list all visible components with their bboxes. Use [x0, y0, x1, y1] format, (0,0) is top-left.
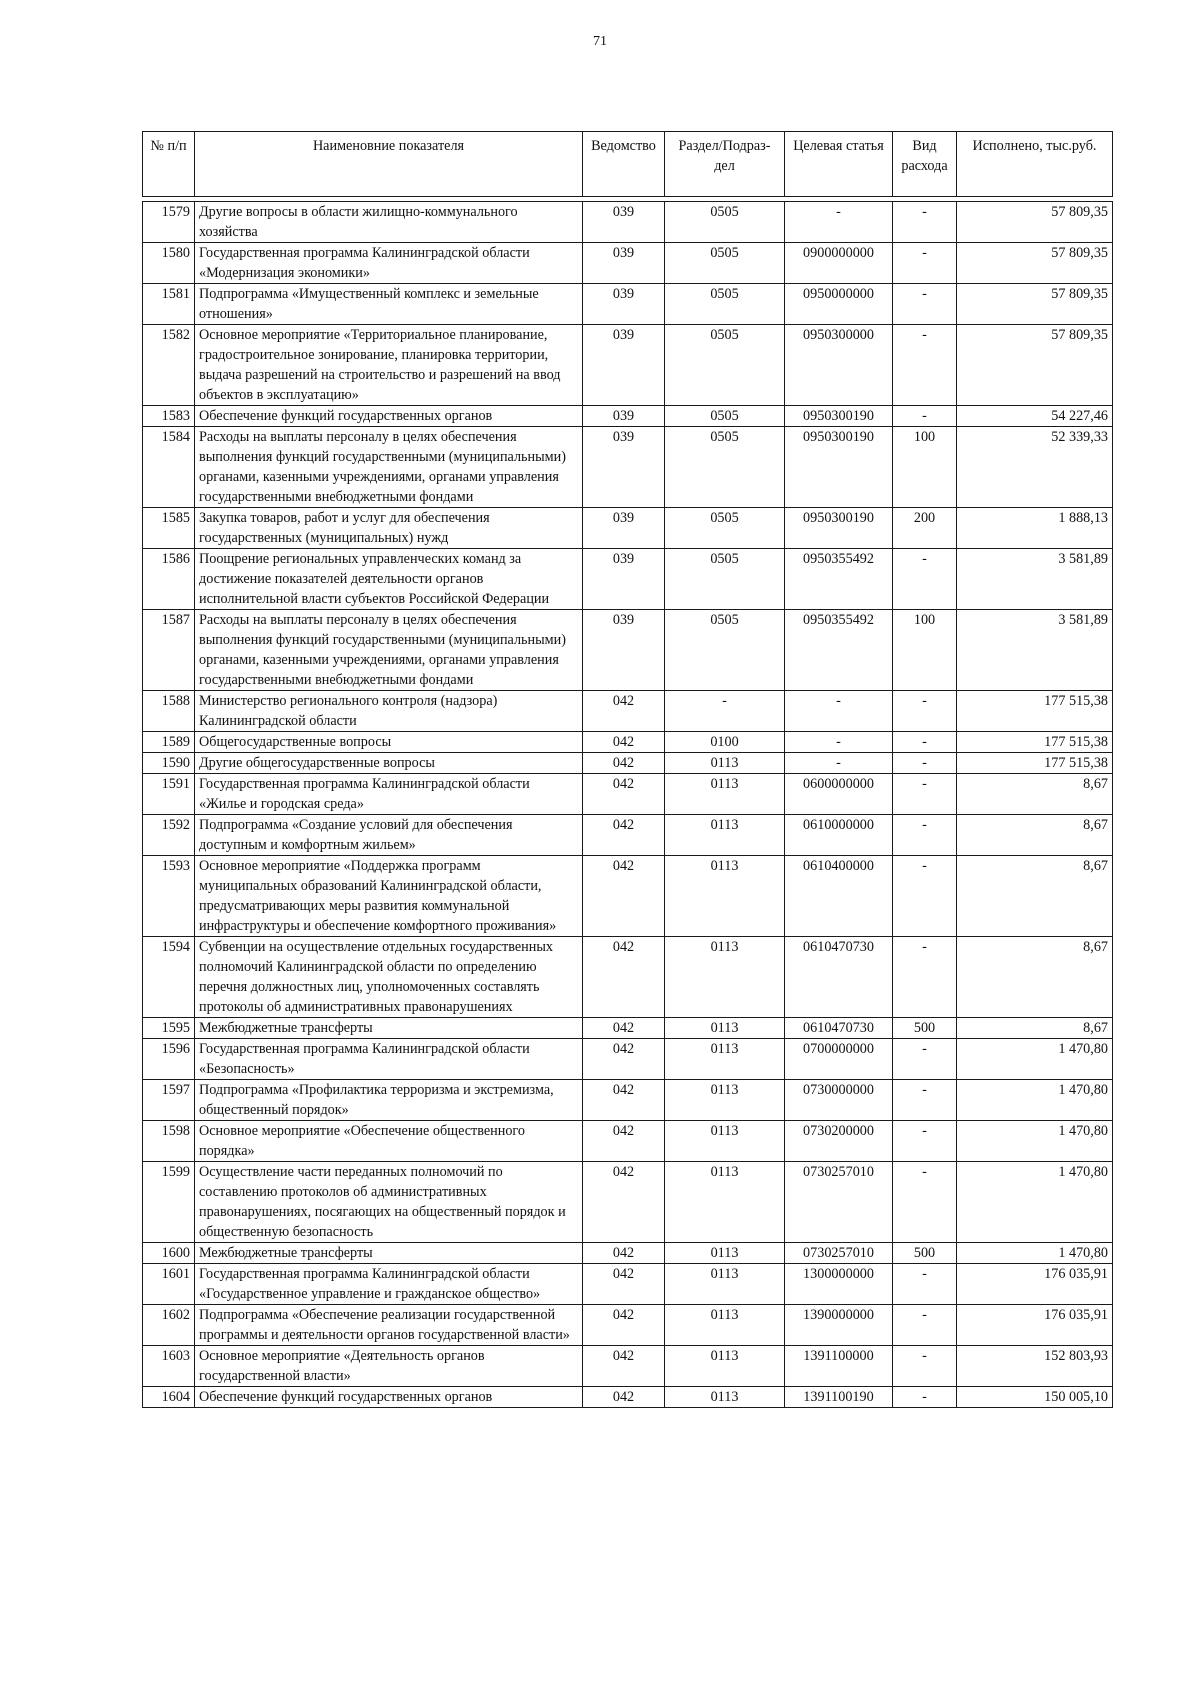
row-expense-type: - [893, 1305, 957, 1346]
row-expense-type: - [893, 1346, 957, 1387]
row-name: Основное мероприятие «Поддержка программ муниципальных образований Калининградской области, предусматривающих меры развития коммунальной инфраструктуры и обеспечение комфортного проживания» [195, 856, 583, 937]
row-executed-amount: 1 470,80 [957, 1039, 1113, 1080]
row-department: 039 [583, 284, 665, 325]
row-section: 0113 [665, 1080, 785, 1121]
row-department: 042 [583, 815, 665, 856]
row-executed-amount: 177 515,38 [957, 691, 1113, 732]
row-number: 1591 [143, 774, 195, 815]
row-executed-amount: 176 035,91 [957, 1305, 1113, 1346]
row-target-item: 0610400000 [785, 856, 893, 937]
table-row [143, 325, 1113, 406]
table-row [143, 1264, 1113, 1305]
row-executed-amount: 8,67 [957, 856, 1113, 937]
row-expense-type: - [893, 549, 957, 610]
row-department: 042 [583, 1305, 665, 1346]
row-department: 042 [583, 1387, 665, 1408]
row-name: Подпрограмма «Создание условий для обеспечения доступным и комфортным жильем» [195, 815, 583, 856]
row-number: 1583 [143, 406, 195, 427]
row-department: 042 [583, 856, 665, 937]
table-row [143, 508, 1113, 549]
row-department: 042 [583, 1018, 665, 1039]
row-section: 0113 [665, 856, 785, 937]
row-name: Межбюджетные трансферты [195, 1243, 583, 1264]
row-number: 1601 [143, 1264, 195, 1305]
row-target-item: 0730200000 [785, 1121, 893, 1162]
table-row [143, 1387, 1113, 1408]
row-section: 0505 [665, 202, 785, 243]
row-section: 0113 [665, 1264, 785, 1305]
row-executed-amount: 1 888,13 [957, 508, 1113, 549]
table-row [143, 1346, 1113, 1387]
col-header-section: Раздел/Подраз-дел [665, 132, 785, 197]
row-executed-amount: 57 809,35 [957, 325, 1113, 406]
row-section: 0505 [665, 427, 785, 508]
row-name: Расходы на выплаты персоналу в целях обеспечения выполнения функций государственными (муниципальными) органами, казенными учреждениями, органами управления государственными внебюджетными фондами [195, 427, 583, 508]
row-section: 0505 [665, 284, 785, 325]
row-department: 039 [583, 406, 665, 427]
row-target-item: 1300000000 [785, 1264, 893, 1305]
row-section: 0113 [665, 753, 785, 774]
row-name: Государственная программа Калининградской области «Жилье и городская среда» [195, 774, 583, 815]
row-section: 0505 [665, 406, 785, 427]
table-row [143, 427, 1113, 508]
row-executed-amount: 8,67 [957, 937, 1113, 1018]
table-row [143, 815, 1113, 856]
row-section: 0113 [665, 1039, 785, 1080]
row-department: 039 [583, 610, 665, 691]
row-name: Осуществление части переданных полномочий по составлению протоколов об административных правонарушениях, посягающих на общественный порядок и общественную безопасность [195, 1162, 583, 1243]
row-expense-type: - [893, 1387, 957, 1408]
row-expense-type: - [893, 691, 957, 732]
row-department: 042 [583, 1346, 665, 1387]
row-department: 042 [583, 691, 665, 732]
table-row [143, 1018, 1113, 1039]
table-row [143, 406, 1113, 427]
row-department: 039 [583, 202, 665, 243]
row-number: 1592 [143, 815, 195, 856]
table-row [143, 1080, 1113, 1121]
row-number: 1597 [143, 1080, 195, 1121]
table-row [143, 1121, 1113, 1162]
row-expense-type: - [893, 284, 957, 325]
table-header-row [143, 132, 1113, 197]
row-target-item: 0950300000 [785, 325, 893, 406]
row-expense-type: - [893, 1121, 957, 1162]
table-row [143, 937, 1113, 1018]
row-expense-type: - [893, 1080, 957, 1121]
row-name: Подпрограмма «Обеспечение реализации государственной программы и деятельности органов государственной власти» [195, 1305, 583, 1346]
row-number: 1598 [143, 1121, 195, 1162]
row-expense-type: - [893, 774, 957, 815]
row-target-item: - [785, 753, 893, 774]
row-name: Подпрограмма «Профилактика терроризма и экстремизма, общественный порядок» [195, 1080, 583, 1121]
row-target-item: 0700000000 [785, 1039, 893, 1080]
row-expense-type: - [893, 1039, 957, 1080]
row-section: 0100 [665, 732, 785, 753]
row-number: 1594 [143, 937, 195, 1018]
table-row [143, 774, 1113, 815]
row-section: 0113 [665, 937, 785, 1018]
row-executed-amount: 1 470,80 [957, 1080, 1113, 1121]
row-expense-type: - [893, 1264, 957, 1305]
table-row [143, 753, 1113, 774]
row-number: 1595 [143, 1018, 195, 1039]
row-target-item: 0950300190 [785, 406, 893, 427]
row-expense-type: - [893, 406, 957, 427]
row-executed-amount: 176 035,91 [957, 1264, 1113, 1305]
row-number: 1588 [143, 691, 195, 732]
row-section: 0113 [665, 1121, 785, 1162]
row-section: 0113 [665, 1018, 785, 1039]
row-name: Закупка товаров, работ и услуг для обеспечения государственных (муниципальных) нужд [195, 508, 583, 549]
row-executed-amount: 8,67 [957, 1018, 1113, 1039]
row-section: 0113 [665, 1387, 785, 1408]
row-expense-type: 100 [893, 427, 957, 508]
row-number: 1603 [143, 1346, 195, 1387]
row-target-item: 1391100190 [785, 1387, 893, 1408]
row-expense-type: 200 [893, 508, 957, 549]
row-department: 042 [583, 732, 665, 753]
row-department: 042 [583, 753, 665, 774]
row-executed-amount: 54 227,46 [957, 406, 1113, 427]
row-target-item: 0610000000 [785, 815, 893, 856]
row-executed-amount: 1 470,80 [957, 1162, 1113, 1243]
row-executed-amount: 52 339,33 [957, 427, 1113, 508]
row-number: 1582 [143, 325, 195, 406]
row-section: 0113 [665, 1162, 785, 1243]
row-expense-type: - [893, 753, 957, 774]
row-target-item: 0730257010 [785, 1162, 893, 1243]
row-target-item: - [785, 691, 893, 732]
row-number: 1589 [143, 732, 195, 753]
col-header-name: Наименовние показателя [195, 132, 583, 197]
row-expense-type: 100 [893, 610, 957, 691]
row-name: Государственная программа Калининградской области «Модернизация экономики» [195, 243, 583, 284]
row-executed-amount: 177 515,38 [957, 732, 1113, 753]
row-section: 0505 [665, 325, 785, 406]
row-expense-type: - [893, 202, 957, 243]
row-executed-amount: 57 809,35 [957, 202, 1113, 243]
row-target-item: 0950000000 [785, 284, 893, 325]
row-expense-type: - [893, 243, 957, 284]
row-target-item: 0900000000 [785, 243, 893, 284]
row-department: 039 [583, 325, 665, 406]
table-row [143, 284, 1113, 325]
row-department: 039 [583, 549, 665, 610]
row-section: 0113 [665, 1243, 785, 1264]
table-row [143, 1305, 1113, 1346]
row-expense-type: - [893, 732, 957, 753]
row-expense-type: 500 [893, 1018, 957, 1039]
row-name: Поощрение региональных управленческих команд за достижение показателей деятельности органов исполнительной власти субъектов Российской Федерации [195, 549, 583, 610]
table-row [143, 243, 1113, 284]
row-executed-amount: 1 470,80 [957, 1121, 1113, 1162]
row-executed-amount: 8,67 [957, 815, 1113, 856]
row-executed-amount: 57 809,35 [957, 243, 1113, 284]
row-section: 0505 [665, 610, 785, 691]
row-target-item: 1391100000 [785, 1346, 893, 1387]
col-header-target-item: Целевая статья [785, 132, 893, 197]
row-name: Субвенции на осуществление отдельных государственных полномочий Калининградской области по определению перечня должностных лиц, уполномоченных составлять протоколы об административных правонарушениях [195, 937, 583, 1018]
row-number: 1604 [143, 1387, 195, 1408]
row-number: 1602 [143, 1305, 195, 1346]
row-section: - [665, 691, 785, 732]
row-section: 0113 [665, 815, 785, 856]
row-target-item: 0950355492 [785, 610, 893, 691]
row-executed-amount: 8,67 [957, 774, 1113, 815]
row-target-item: 0730000000 [785, 1080, 893, 1121]
row-executed-amount: 152 803,93 [957, 1346, 1113, 1387]
row-name: Другие общегосударственные вопросы [195, 753, 583, 774]
row-target-item: 1390000000 [785, 1305, 893, 1346]
table-row [143, 202, 1113, 243]
row-number: 1600 [143, 1243, 195, 1264]
row-number: 1584 [143, 427, 195, 508]
row-target-item: 0950300190 [785, 508, 893, 549]
row-name: Межбюджетные трансферты [195, 1018, 583, 1039]
row-expense-type: - [893, 856, 957, 937]
row-department: 042 [583, 1162, 665, 1243]
table-row [143, 610, 1113, 691]
row-department: 042 [583, 774, 665, 815]
row-executed-amount: 177 515,38 [957, 753, 1113, 774]
row-department: 039 [583, 508, 665, 549]
row-executed-amount: 57 809,35 [957, 284, 1113, 325]
row-number: 1586 [143, 549, 195, 610]
row-name: Обеспечение функций государственных органов [195, 1387, 583, 1408]
row-number: 1596 [143, 1039, 195, 1080]
row-number: 1585 [143, 508, 195, 549]
row-section: 0505 [665, 508, 785, 549]
col-header-executed: Исполнено, тыс.руб. [957, 132, 1113, 197]
row-name: Основное мероприятие «Деятельность органов государственной власти» [195, 1346, 583, 1387]
row-name: Расходы на выплаты персоналу в целях обеспечения выполнения функций государственными (муниципальными) органами, казенными учреждениями, органами управления государственными внебюджетными фондами [195, 610, 583, 691]
table-row [143, 856, 1113, 937]
row-name: Подпрограмма «Имущественный комплекс и земельные отношения» [195, 284, 583, 325]
row-section: 0113 [665, 774, 785, 815]
row-name: Государственная программа Калининградской области «Безопасность» [195, 1039, 583, 1080]
table-row [143, 549, 1113, 610]
row-name: Государственная программа Калининградской области «Государственное управление и гражданское общество» [195, 1264, 583, 1305]
row-department: 042 [583, 1243, 665, 1264]
row-section: 0113 [665, 1305, 785, 1346]
row-number: 1579 [143, 202, 195, 243]
row-number: 1590 [143, 753, 195, 774]
row-name: Общегосударственные вопросы [195, 732, 583, 753]
row-number: 1593 [143, 856, 195, 937]
row-expense-type: - [893, 325, 957, 406]
page-number: 71 [593, 34, 607, 49]
col-header-number: № п/п [143, 132, 195, 197]
row-name: Обеспечение функций государственных органов [195, 406, 583, 427]
row-department: 042 [583, 937, 665, 1018]
row-number: 1587 [143, 610, 195, 691]
table-row [143, 732, 1113, 753]
row-expense-type: - [893, 815, 957, 856]
row-target-item: 0950355492 [785, 549, 893, 610]
row-target-item: 0730257010 [785, 1243, 893, 1264]
row-name: Основное мероприятие «Территориальное планирование, градостроительное зонирование, планировка территории, выдача разрешений на строительство и разрешений на ввод объектов в эксплуатацию» [195, 325, 583, 406]
row-expense-type: - [893, 937, 957, 1018]
row-expense-type: - [893, 1162, 957, 1243]
row-target-item: 0610470730 [785, 1018, 893, 1039]
row-number: 1580 [143, 243, 195, 284]
row-expense-type: 500 [893, 1243, 957, 1264]
col-header-department: Ведомство [583, 132, 665, 197]
row-target-item: - [785, 732, 893, 753]
row-target-item: 0610470730 [785, 937, 893, 1018]
row-name: Министерство регионального контроля (надзора) Калининградской области [195, 691, 583, 732]
row-executed-amount: 3 581,89 [957, 610, 1113, 691]
row-department: 042 [583, 1121, 665, 1162]
row-name: Другие вопросы в области жилищно-коммунального хозяйства [195, 202, 583, 243]
row-number: 1581 [143, 284, 195, 325]
row-executed-amount: 1 470,80 [957, 1243, 1113, 1264]
table-row [143, 1162, 1113, 1243]
row-target-item: - [785, 202, 893, 243]
row-section: 0505 [665, 549, 785, 610]
row-executed-amount: 150 005,10 [957, 1387, 1113, 1408]
table-row [143, 691, 1113, 732]
row-section: 0505 [665, 243, 785, 284]
row-department: 039 [583, 427, 665, 508]
row-number: 1599 [143, 1162, 195, 1243]
row-section: 0113 [665, 1346, 785, 1387]
row-department: 039 [583, 243, 665, 284]
row-target-item: 0600000000 [785, 774, 893, 815]
col-header-expense-type: Вид расхода [893, 132, 957, 197]
table-row [143, 1039, 1113, 1080]
row-executed-amount: 3 581,89 [957, 549, 1113, 610]
row-department: 042 [583, 1264, 665, 1305]
row-name: Основное мероприятие «Обеспечение общественного порядка» [195, 1121, 583, 1162]
table-row [143, 1243, 1113, 1264]
row-target-item: 0950300190 [785, 427, 893, 508]
budget-table [142, 131, 1113, 1408]
row-department: 042 [583, 1080, 665, 1121]
row-department: 042 [583, 1039, 665, 1080]
